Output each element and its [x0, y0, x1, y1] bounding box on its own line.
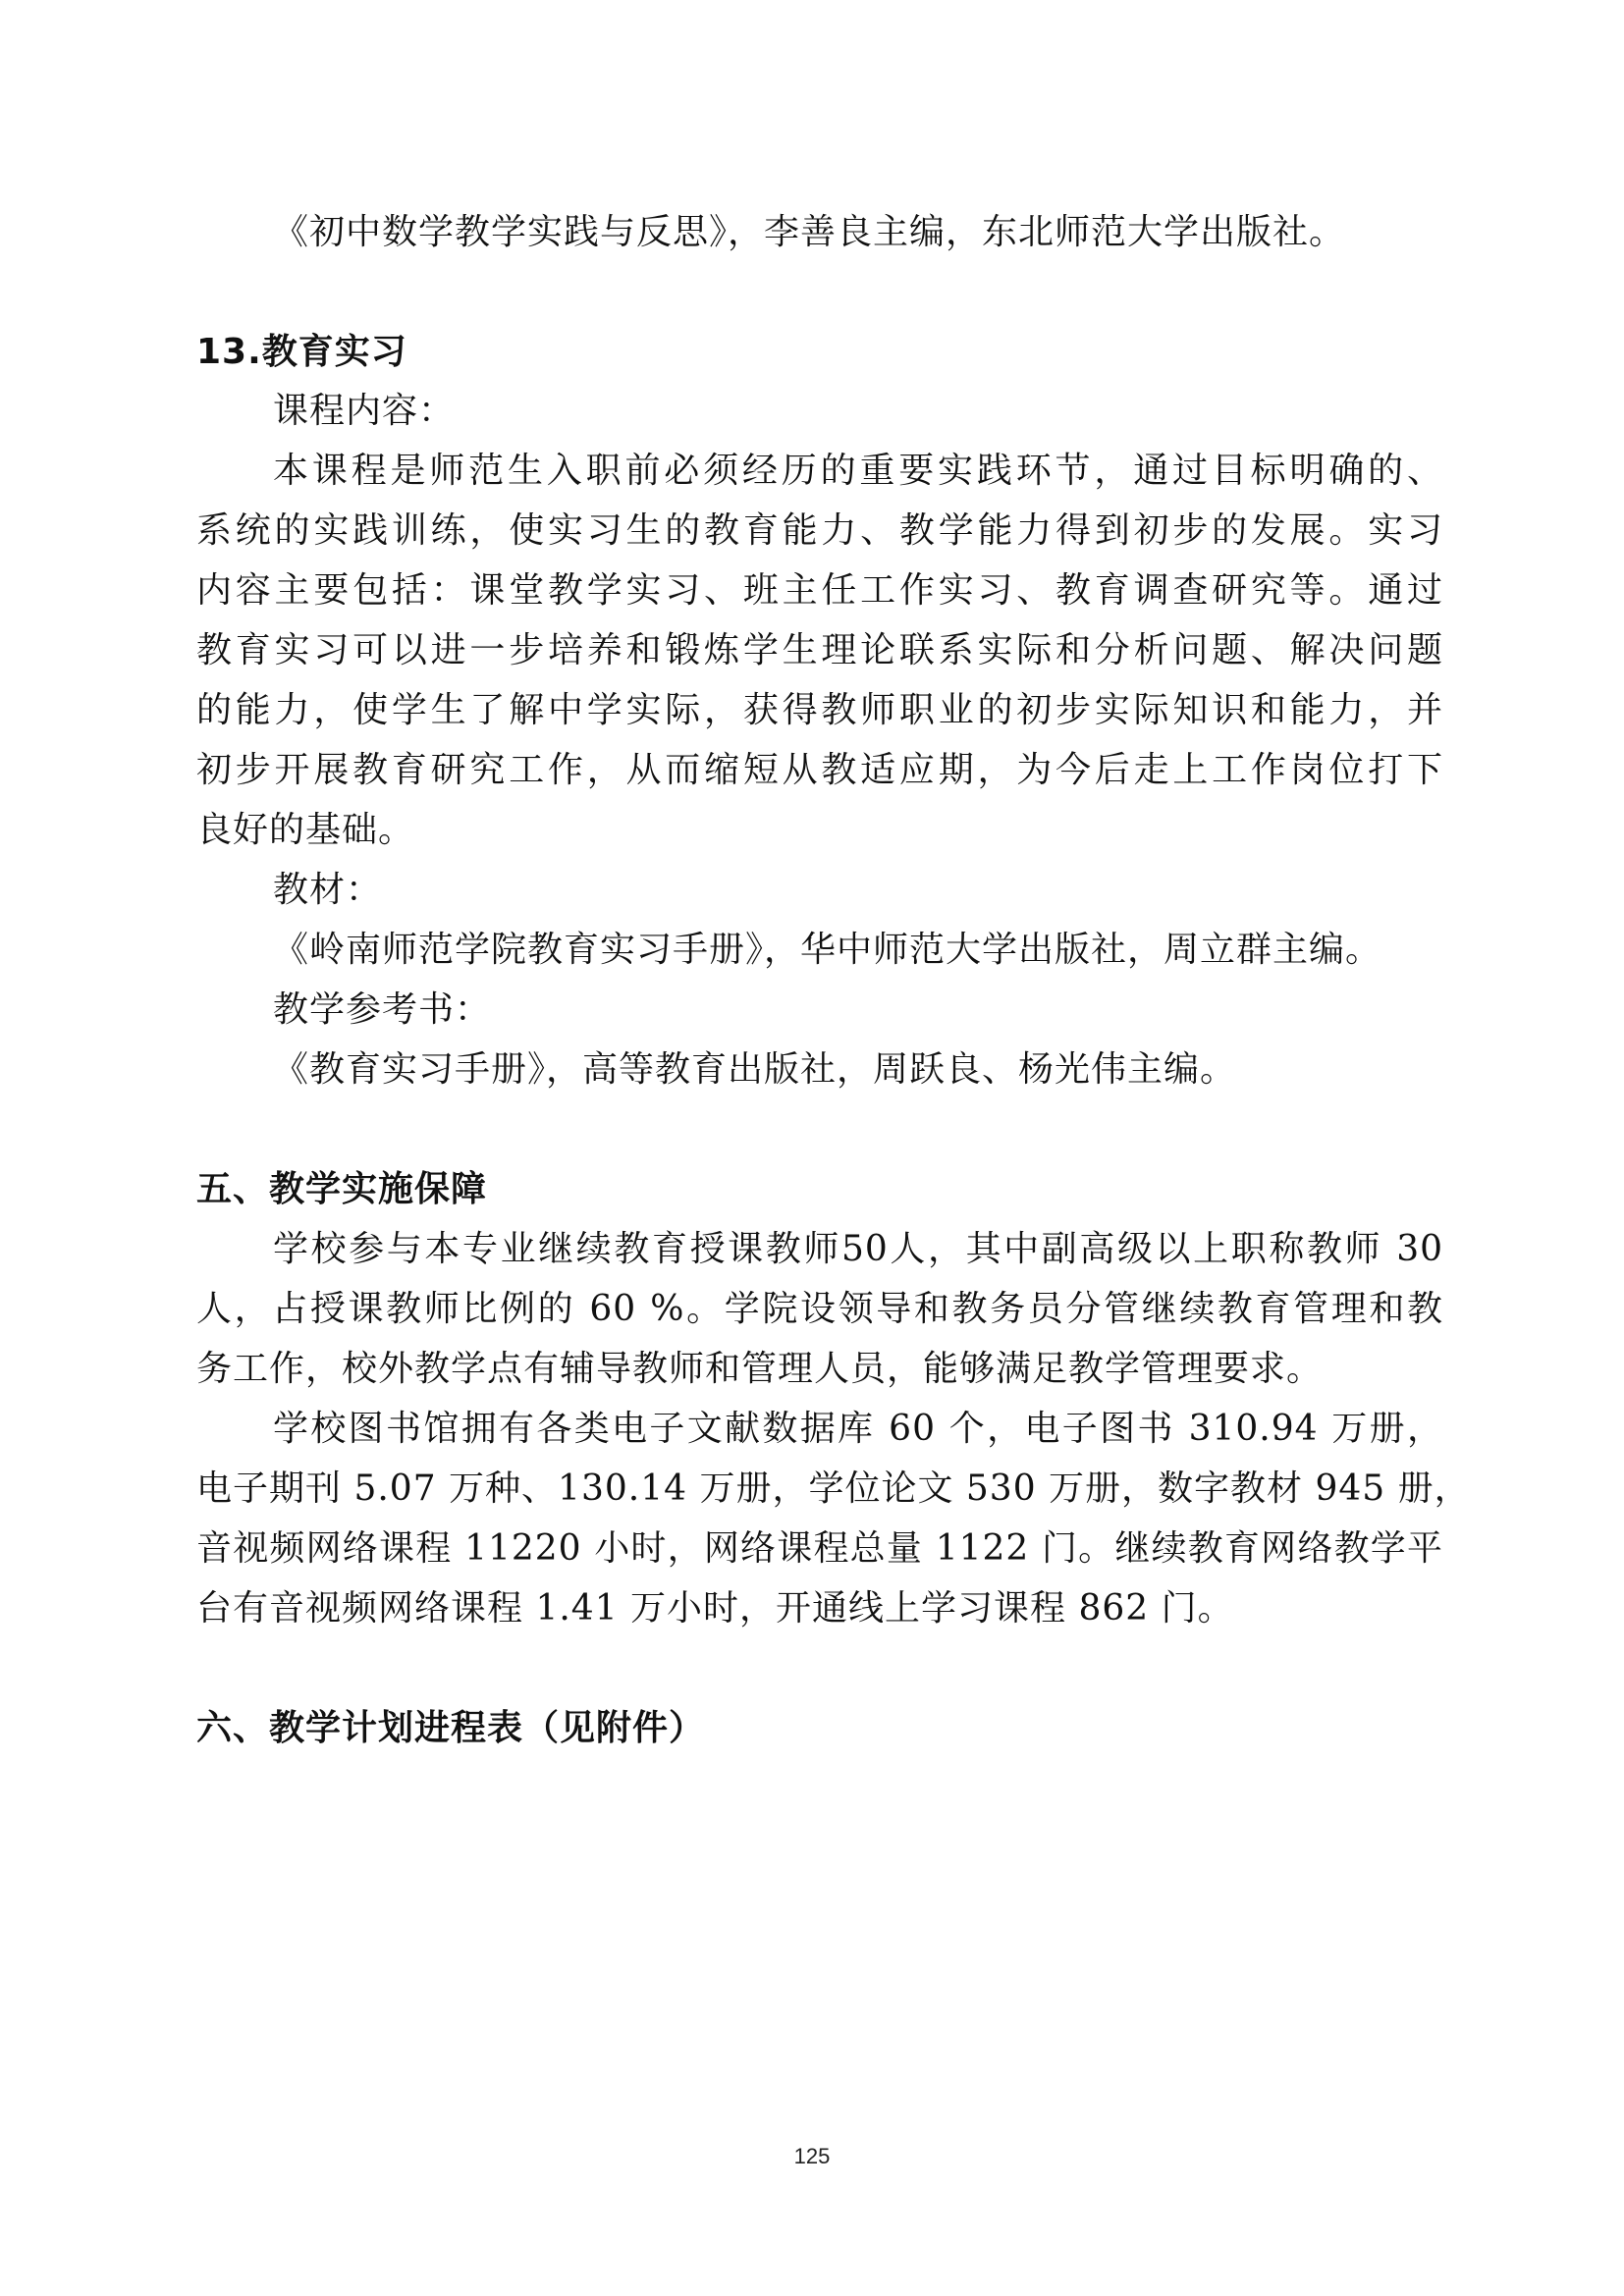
- page-number: 125: [793, 2144, 831, 2168]
- paragraph-line: 电子期刊 5.07 万种、130.14 万册，学位论文 530 万册，数字教材 945 册，: [196, 1468, 1471, 1509]
- content-line: 教育实习可以进一步培养和锻炼学生理论联系实际和分析问题、解决问题: [196, 630, 1443, 670]
- paragraph-line: 台有音视频网络课程 1.41 万小时，开通线上学习课程 862 门。: [196, 1588, 1234, 1629]
- paragraph-line: 音视频网络课程 11220 小时，网络课程总量 1122 门。继续教育网络教学平: [196, 1528, 1443, 1569]
- textbook-entry: 《岭南师范学院教育实习手册》，华中师范大学出版社，周立群主编。: [273, 930, 1382, 970]
- paragraph-line: 务工作，校外教学点有辅导教师和管理人员，能够满足教学管理要求。: [196, 1349, 1324, 1389]
- content-line: 内容主要包括：课堂教学实习、班主任工作实习、教育调查研究等。通过: [196, 570, 1443, 611]
- reference-label: 教学参考书：: [273, 989, 492, 1030]
- content-line: 系统的实践训练，使实习生的教育能力、教学能力得到初步的发展。实习: [196, 510, 1443, 551]
- content-line: 良好的基础。: [196, 810, 415, 850]
- reference-line: 《初中数学教学实践与反思》，李善良主编，东北师范大学出版社。: [273, 212, 1346, 252]
- paragraph-line: 学校参与本专业继续教育授课教师50人，其中副高级以上职称教师 30: [273, 1229, 1443, 1269]
- content-label: 课程内容：: [273, 391, 456, 431]
- section-13-title: 13.教育实习: [196, 332, 407, 372]
- textbook-label: 教材：: [273, 870, 383, 910]
- section-6-title: 六、教学计划进程表（见附件）: [196, 1708, 706, 1748]
- reference-entry: 《教育实习手册》，高等教育出版社，周跃良、杨光伟主编。: [273, 1049, 1237, 1090]
- paragraph-line: 人，占授课教师比例的 60 %。学院设领导和教务员分管继续教育管理和教: [196, 1289, 1443, 1329]
- paragraph-line: 学校图书馆拥有各类电子文献数据库 60 个，电子图书 310.94 万册，: [273, 1409, 1443, 1449]
- section-5-title: 五、教学实施保障: [196, 1169, 488, 1209]
- content-line: 的能力，使学生了解中学实际，获得教师职业的初步实际知识和能力，并: [196, 690, 1443, 730]
- content-line: 初步开展教育研究工作，从而缩短从教适应期，为今后走上工作岗位打下: [196, 750, 1443, 790]
- content-line: 本课程是师范生入职前必须经历的重要实践环节，通过目标明确的、: [273, 451, 1443, 491]
